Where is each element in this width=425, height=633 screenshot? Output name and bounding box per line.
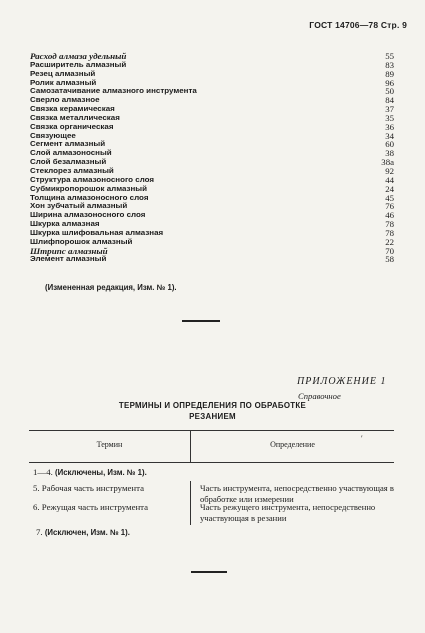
end-divider — [191, 571, 227, 573]
index-term: Расход алмаза удельный — [30, 51, 127, 61]
body-column-divider — [190, 481, 191, 525]
term-row-5: 5. Рабочая часть инструмента — [33, 483, 144, 493]
terms-table-header — [29, 430, 394, 463]
section-divider — [182, 320, 220, 322]
index-page: 92 — [385, 165, 394, 176]
index-term: Субмикропорошок алмазный — [30, 183, 148, 193]
page-header: ГОСТ 14706—78 Стр. 9 — [309, 20, 407, 30]
index-page: 45 — [385, 192, 394, 203]
appendix-title-line1: ТЕРМИНЫ И ОПРЕДЕЛЕНИЯ ПО ОБРАБОТКЕ — [118, 401, 307, 410]
index-term: Резец алмазный — [30, 68, 96, 78]
index-term: Ширина алмазоносного слоя — [30, 210, 146, 220]
appendix-label: ПРИЛОЖЕНИЕ 1 — [297, 376, 387, 387]
index-page: 89 — [385, 68, 394, 79]
excluded-number: 1—4. — [33, 467, 53, 477]
index-page: 37 — [385, 104, 394, 115]
term-index — [30, 52, 394, 264]
table-mark: ′ — [361, 434, 363, 443]
index-page: 84 — [385, 95, 394, 106]
index-term: Слой безалмазный — [30, 157, 107, 167]
index-term: Элемент алмазный — [30, 254, 107, 264]
index-page: 76 — [385, 201, 394, 212]
index-term: Сверло алмазное — [30, 95, 100, 105]
amendment-note: (Измененная редакция, Изм. № 1). — [45, 283, 177, 292]
index-page: 78 — [385, 219, 394, 230]
index-page: 70 — [385, 245, 394, 256]
excluded-entry-7 — [36, 527, 130, 537]
index-page: 34 — [385, 130, 394, 141]
index-page: 24 — [385, 183, 394, 194]
appendix-title — [0, 400, 425, 422]
index-page: 58 — [385, 254, 394, 265]
index-page: 38 — [385, 148, 394, 159]
index-page: 36 — [385, 121, 394, 132]
definition-row-5: Часть инструмента, непосредственно участвующая в обработке или измерении — [200, 483, 394, 504]
column-header-term: Термин — [96, 440, 123, 449]
index-term: Связка керамическая — [30, 104, 115, 114]
index-page: 50 — [385, 86, 394, 97]
excluded-text: (Исключен, Изм. № 1). — [44, 528, 130, 537]
index-page: 78 — [385, 227, 394, 238]
index-term: Расширитель алмазный — [30, 59, 127, 69]
term-row-6: 6. Режущая часть инструмента — [33, 502, 149, 512]
index-term: Хон зубчатый алмазный — [30, 201, 128, 211]
index-page: 83 — [385, 59, 394, 70]
excluded-entries-1-4 — [33, 467, 147, 477]
appendix-title-line2: РЕЗАНИЕМ — [189, 412, 236, 421]
index-page: 60 — [385, 139, 394, 150]
index-term: Шлифпорошок алмазный — [30, 236, 133, 246]
index-term: Штрипс алмазный — [30, 245, 108, 256]
index-term: Связка металлическая — [30, 112, 120, 122]
index-page: 22 — [385, 236, 394, 247]
index-page: 55 — [385, 51, 394, 61]
index-term: Сегмент алмазный — [30, 139, 106, 149]
index-term: Шкурка алмазная — [30, 219, 100, 229]
index-term: Шкурка шлифовальная алмазная — [30, 227, 164, 237]
index-page: 38а — [381, 157, 394, 168]
index-term: Связка органическая — [30, 121, 114, 131]
index-term: Толщина алмазоносного слоя — [30, 192, 149, 202]
index-page: 46 — [385, 210, 394, 221]
definition-row-6: Часть режущего инструмента, непосредственно участвующая в резании — [200, 502, 376, 523]
index-term: Ролик алмазный — [30, 77, 97, 87]
index-entry — [30, 255, 394, 264]
index-term: Самозатачивание алмазного инструмента — [30, 86, 197, 96]
excluded-number: 7. — [36, 527, 43, 537]
excluded-text: (Исключены, Изм. № 1). — [55, 468, 147, 477]
index-entry — [30, 123, 394, 132]
index-term: Связующее — [30, 130, 76, 140]
index-page: 35 — [385, 112, 394, 123]
index-page: 96 — [385, 77, 394, 88]
index-term: Слой алмазоносный — [30, 148, 112, 158]
index-page: 44 — [385, 174, 394, 185]
index-term: Стеклорез алмазный — [30, 165, 114, 175]
index-term: Структура алмазоносного слоя — [30, 174, 155, 184]
column-header-definition: Определение — [270, 440, 315, 449]
appendix-ref: Справочное — [298, 391, 341, 401]
